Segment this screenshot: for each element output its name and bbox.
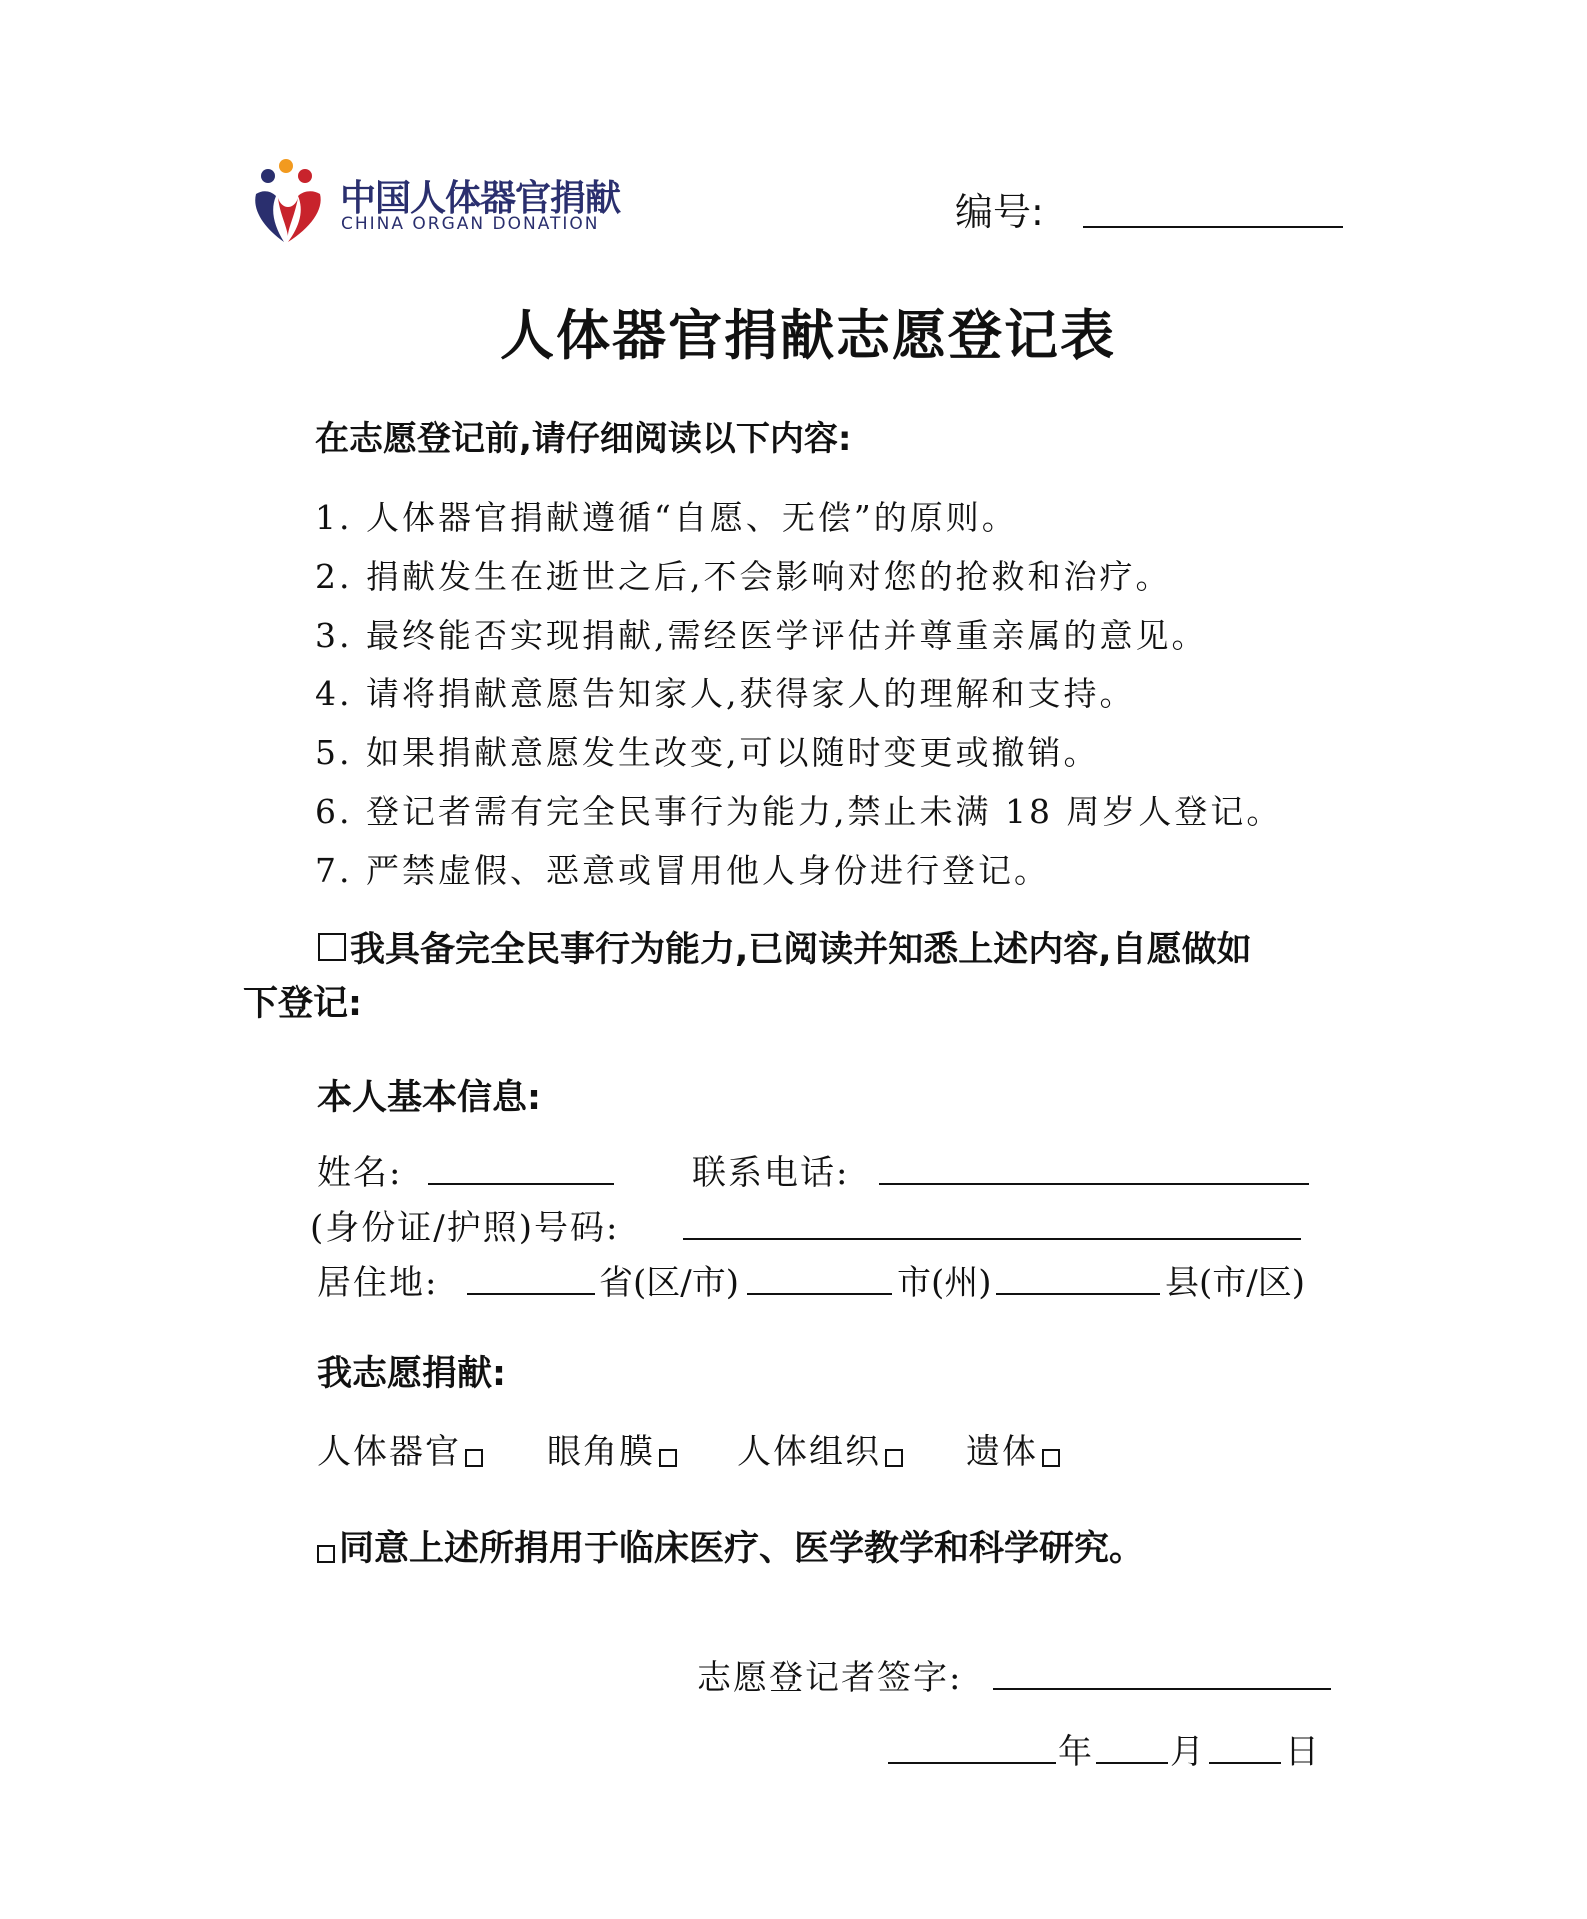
donate-option-label: 人体组织 <box>737 1432 881 1472</box>
donate-body-checkbox[interactable] <box>1042 1449 1060 1467</box>
declaration-checkbox[interactable] <box>318 933 346 961</box>
name-field[interactable] <box>428 1183 614 1185</box>
signature-field[interactable] <box>993 1688 1331 1690</box>
declaration-line-2: 下登记: <box>243 984 362 1024</box>
logo-name-cn: 中国人体器官捐献 <box>340 178 621 219</box>
name-label: 姓名: <box>317 1153 403 1193</box>
intro-heading: 在志愿登记前,请仔细阅读以下内容: <box>315 419 852 459</box>
donate-option-body[interactable] <box>966 1424 1060 1473</box>
basic-info-heading: 本人基本信息: <box>317 1078 541 1118</box>
notice-item-4: 4. 请将捐献意愿告知家人,获得家人的理解和支持。 <box>315 674 1136 713</box>
logo-name-en: CHINA ORGAN DONATION <box>341 214 600 234</box>
consent-checkbox[interactable] <box>317 1545 335 1563</box>
declaration-line-1: 我具备完全民事行为能力,已阅读并知悉上述内容,自愿做如 <box>350 930 1252 970</box>
donate-option-label: 眼角膜 <box>547 1432 655 1472</box>
donate-cornea-checkbox[interactable] <box>659 1449 677 1467</box>
residence-label: 居住地: <box>317 1263 439 1303</box>
logo <box>250 158 621 244</box>
month-label: 月 <box>1170 1732 1206 1772</box>
donate-tissue-checkbox[interactable] <box>885 1449 903 1467</box>
province-field[interactable] <box>467 1293 595 1295</box>
city-label: 市(州) <box>897 1263 992 1303</box>
notice-item-6: 6. 登记者需有完全民事行为能力,禁止未满 18 周岁人登记。 <box>315 792 1283 831</box>
serial-number-field[interactable] <box>1083 226 1343 228</box>
signature-label: 志愿登记者签字: <box>697 1658 963 1698</box>
year-field[interactable] <box>888 1762 1056 1764</box>
donate-option-label: 遗体 <box>966 1432 1038 1472</box>
notice-item-7: 7. 严禁虚假、恶意或冒用他人身份进行登记。 <box>315 851 1050 890</box>
id-number-field[interactable] <box>683 1238 1301 1240</box>
donate-organs-checkbox[interactable] <box>465 1449 483 1467</box>
city-field[interactable] <box>747 1293 892 1295</box>
phone-field[interactable] <box>879 1183 1309 1185</box>
phone-label: 联系电话: <box>692 1153 850 1193</box>
consent-text: 同意上述所捐用于临床医疗、医学教学和科学研究。 <box>339 1529 1145 1569</box>
county-label: 县(市/区) <box>1165 1263 1305 1303</box>
notice-item-3: 3. 最终能否实现捐献,需经医学评估并尊重亲属的意见。 <box>315 616 1208 655</box>
id-number-label: (身份证/护照)号码: <box>310 1208 620 1248</box>
consent <box>317 1521 1144 1571</box>
day-field[interactable] <box>1209 1762 1281 1764</box>
day-label: 日 <box>1285 1732 1321 1772</box>
month-field[interactable] <box>1096 1762 1168 1764</box>
year-label: 年 <box>1058 1732 1094 1772</box>
province-label: 省(区/市) <box>599 1263 739 1303</box>
notice-item-5: 5. 如果捐献意愿发生改变,可以随时变更或撤销。 <box>315 733 1100 772</box>
donate-option-cornea[interactable] <box>547 1424 677 1473</box>
serial-number-label: 编号: <box>955 190 1044 234</box>
donate-option-tissue[interactable] <box>737 1424 903 1473</box>
form-title: 人体器官捐献志愿登记表 <box>500 304 1116 367</box>
notice-item-2: 2. 捐献发生在逝世之后,不会影响对您的抢救和治疗。 <box>315 557 1172 596</box>
organ-donation-logo-icon <box>250 158 326 244</box>
donate-option-organs[interactable] <box>317 1424 483 1473</box>
declaration <box>318 922 1252 972</box>
notice-item-1: 1. 人体器官捐献遵循“自愿、无偿”的原则。 <box>315 498 1018 537</box>
donate-heading: 我志愿捐献: <box>317 1354 506 1394</box>
donate-option-label: 人体器官 <box>317 1432 461 1472</box>
county-field[interactable] <box>996 1293 1160 1295</box>
